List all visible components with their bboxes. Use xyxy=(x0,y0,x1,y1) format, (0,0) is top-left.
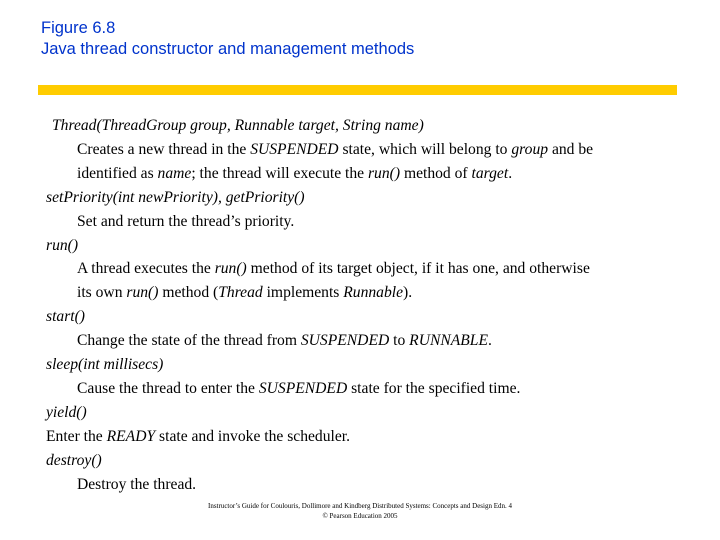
text-run: Creates a new thread in the xyxy=(77,140,251,158)
text-run: . xyxy=(488,332,492,350)
text-run: state for the specified time. xyxy=(347,379,521,397)
text-run: implements xyxy=(262,284,344,302)
method-start xyxy=(46,305,686,353)
description-line xyxy=(77,138,686,162)
description-line xyxy=(77,162,686,186)
description-line xyxy=(77,257,686,281)
method-run xyxy=(46,234,686,306)
method-description xyxy=(46,257,686,305)
text-run: method ( xyxy=(158,284,219,302)
description-line xyxy=(77,377,686,401)
param-term: group xyxy=(511,140,549,158)
footer-citation: Instructor’s Guide for Coulouris, Dollimore and Kindberg Distributed Systems: Concepts and Design Edn. 4 xyxy=(207,502,512,510)
text-run: method of its target object, if it has one, and otherwise xyxy=(246,260,590,278)
state-term: RUNNABLE xyxy=(409,332,489,350)
text-run: to xyxy=(389,332,410,350)
method-signature: yield() xyxy=(46,403,87,421)
text-run: ). xyxy=(403,284,413,302)
method-term: run() xyxy=(214,260,247,278)
method-signature: setPriority(int newPriority), getPriority() xyxy=(46,188,305,206)
text-run: state and invoke the scheduler. xyxy=(155,427,351,445)
description-line xyxy=(77,281,686,305)
state-term: SUSPENDED xyxy=(258,379,348,397)
description-line xyxy=(46,425,686,449)
state-term: READY xyxy=(106,427,156,445)
method-description xyxy=(46,210,686,234)
class-term: Runnable xyxy=(343,284,404,302)
method-signature: start() xyxy=(46,308,85,326)
text-run: Cause the thread to enter the xyxy=(77,379,259,397)
text-run: identified as xyxy=(77,164,158,182)
text-run: A thread executes the xyxy=(77,260,215,278)
text-run: Change the state of the thread from xyxy=(77,332,301,350)
method-list xyxy=(46,114,686,497)
method-signature: sleep(int millisecs) xyxy=(46,356,164,374)
figure-title xyxy=(41,18,414,60)
method-description xyxy=(46,473,686,497)
description-line: Set and return the thread’s priority. xyxy=(77,212,295,230)
class-term: Thread xyxy=(218,284,263,302)
text-run: Enter the xyxy=(46,427,107,445)
state-term: SUSPENDED xyxy=(250,140,339,158)
method-destroy xyxy=(46,449,686,497)
method-signature: Thread(ThreadGroup group, Runnable target, String name) xyxy=(52,117,424,134)
method-term: run() xyxy=(126,284,159,302)
method-signature: destroy() xyxy=(46,451,102,469)
method-description xyxy=(46,425,686,449)
text-run: and be xyxy=(548,140,594,158)
footer-copyright: © Pearson Education 2005 xyxy=(322,512,398,520)
text-run: . xyxy=(508,164,513,182)
method-set-get-priority xyxy=(46,186,686,234)
method-yield xyxy=(46,401,686,449)
method-sleep xyxy=(46,353,686,401)
text-run: state, which will belong to xyxy=(338,140,512,158)
text-run: its own xyxy=(77,284,127,302)
text-run: method of xyxy=(400,164,472,182)
method-term: run() xyxy=(367,164,401,182)
description-line: Destroy the thread. xyxy=(77,475,197,493)
method-thread-constructor xyxy=(46,114,686,186)
description-line xyxy=(77,329,686,353)
figure-caption: Java thread constructor and management methods xyxy=(41,40,415,58)
method-signature: run() xyxy=(46,236,79,254)
method-description xyxy=(46,138,686,186)
method-description xyxy=(46,329,686,353)
title-rule xyxy=(38,85,677,95)
page-footer xyxy=(0,501,720,521)
param-term: target xyxy=(471,164,509,182)
state-term: SUSPENDED xyxy=(300,332,390,350)
text-run: ; the thread will execute the xyxy=(191,164,368,182)
figure-number: Figure 6.8 xyxy=(41,19,116,37)
param-term: name xyxy=(157,164,192,182)
method-description xyxy=(46,377,686,401)
